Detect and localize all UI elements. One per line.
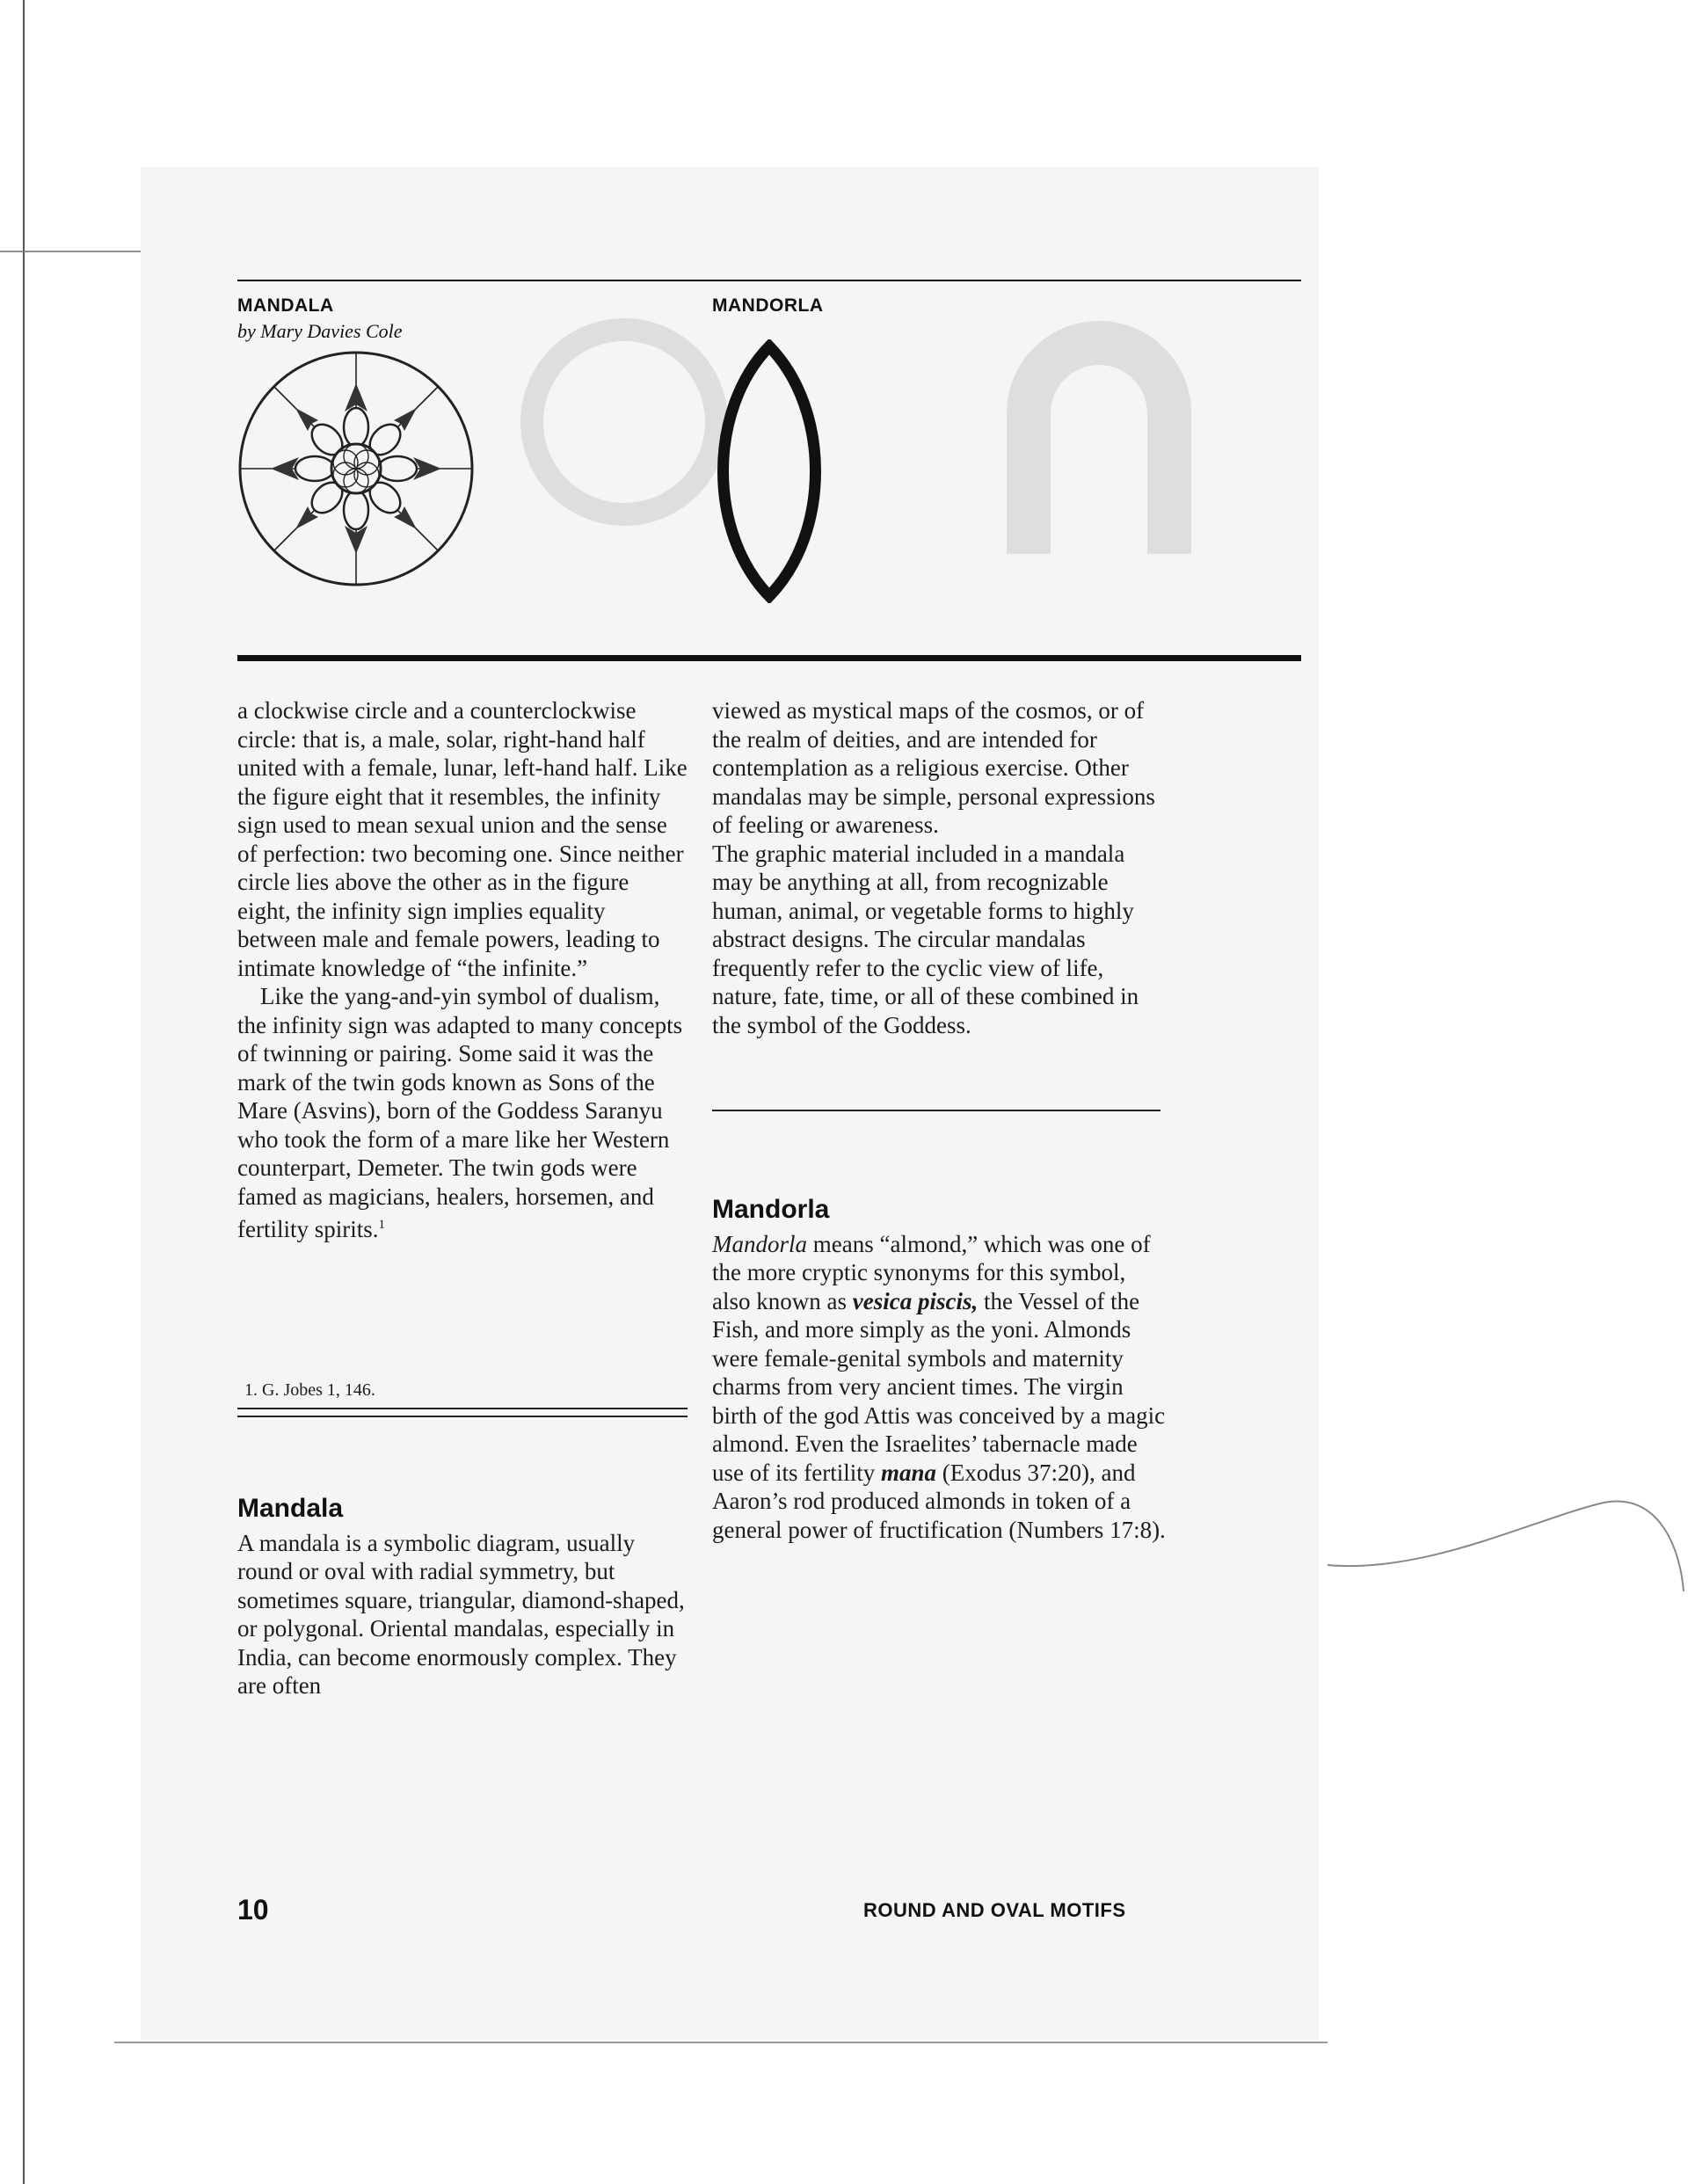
infinity-paragraph-1: a clockwise circle and a counterclockwise circle: that is, a male, solar, right-hand half united with a female, lunar, left-hand half. Like the figure eight that it resembles, the infinity sign used to mean sexual union and the sense of perfection: two becoming one. Since neither circle lies above the other as in the figure eight, the infinity sign implies equality between male and female powers, leading to intimate knowledge of “the infinite.” (237, 697, 688, 981)
mandala-section (237, 1495, 688, 1700)
mandorla-illustration (712, 339, 826, 603)
infinity-paragraph-2-text: Like the yang-and-yin symbol of dualism, the infinity sign was adapted to many concepts of twinning or pairing. Some said it was the mark of the twin gods known as Sons of the Mare (Asvins), born of the Goddess Saranyu who took the form of a mare like her Western counterpart, Demeter. The twin gods were famed as magicians, healers, horsemen, and fertility spirits. (237, 983, 683, 1242)
byline: by Mary Davies Cole (237, 320, 403, 342)
mandorla-label: MANDORLA (712, 295, 824, 316)
scan-left-edge (23, 0, 25, 2184)
scan-bottom-edge (114, 2042, 1328, 2043)
left-column (237, 696, 688, 1244)
mandala-label: MANDALA (237, 295, 334, 316)
mandala-heading: Mandala (237, 1494, 344, 1523)
mandorla-text-1: means “almond,” which was one of the more cryptic synonyms for this symbol, also known as (712, 1230, 1151, 1314)
footnote: 1. G. Jobes 1, 146. (244, 1380, 375, 1400)
mandorla-paragraph (712, 1230, 1169, 1545)
graphic-material-paragraph: The graphic material included in a mandala may be anything at all, from recognizable human, animal, or vegetable forms to highly abstract designs. The circular mandalas frequently refer to the cyclic view of life, nature, fate, time, or all of these combined in the symbol of the Goddess. (712, 840, 1139, 1038)
footnote-rule (237, 1408, 688, 1409)
mandala-paragraph: A mandala is a symbolic diagram, usually round or oval with radial symmetry, but sometimes square, triangular, diamond-shaped, or polygonal. Oriental mandalas, especially in India, can become enormously complex. They are often (237, 1529, 685, 1699)
page-number: 10 (237, 1894, 269, 1926)
footnote-bottom-rule (237, 1416, 688, 1417)
mana-term: mana (880, 1459, 936, 1486)
mandorla-text-2: the Vessel of the Fish, and more simply as the yoni. Almonds were female-genital symbols and maternity charms from very ancient times. The virgin birth of the god Attis was conceived by a magic almond. Even the Israelites’ tabernacle made use of its fertility (712, 1287, 1166, 1486)
right-column (712, 696, 1169, 1039)
infinity-paragraph-2 (237, 982, 688, 1244)
mandala-end-rule (712, 1110, 1160, 1111)
bleed-through-horseshoe (985, 308, 1213, 563)
footnote-ref: 1 (378, 1218, 385, 1232)
mandorla-section (712, 1196, 1169, 1544)
book-page (141, 167, 1319, 2040)
mandorla-heading: Mandorla (712, 1195, 830, 1224)
mandorla-text-3: (Exodus 37:20), and Aaron’s rod produced almonds in token of a general power of fructification (Numbers 17:8). (712, 1459, 1166, 1543)
vesica-term: vesica piscis, (852, 1287, 979, 1314)
mandorla-term: Mandorla (712, 1230, 807, 1257)
mandala-illustration (237, 350, 475, 587)
mandala-continued-paragraph: viewed as mystical maps of the cosmos, or of the realm of deities, and are intended for contemplation as a religious exercise. Other mandalas may be simple, personal expressions of feeling or awareness. (712, 697, 1155, 838)
bleed-through-circle (510, 290, 738, 554)
running-head: ROUND AND OVAL MOTIFS (863, 1899, 1126, 1921)
header-rule (237, 280, 1301, 281)
scan-curve-mark (1319, 1486, 1688, 1609)
section-rule (237, 655, 1301, 661)
